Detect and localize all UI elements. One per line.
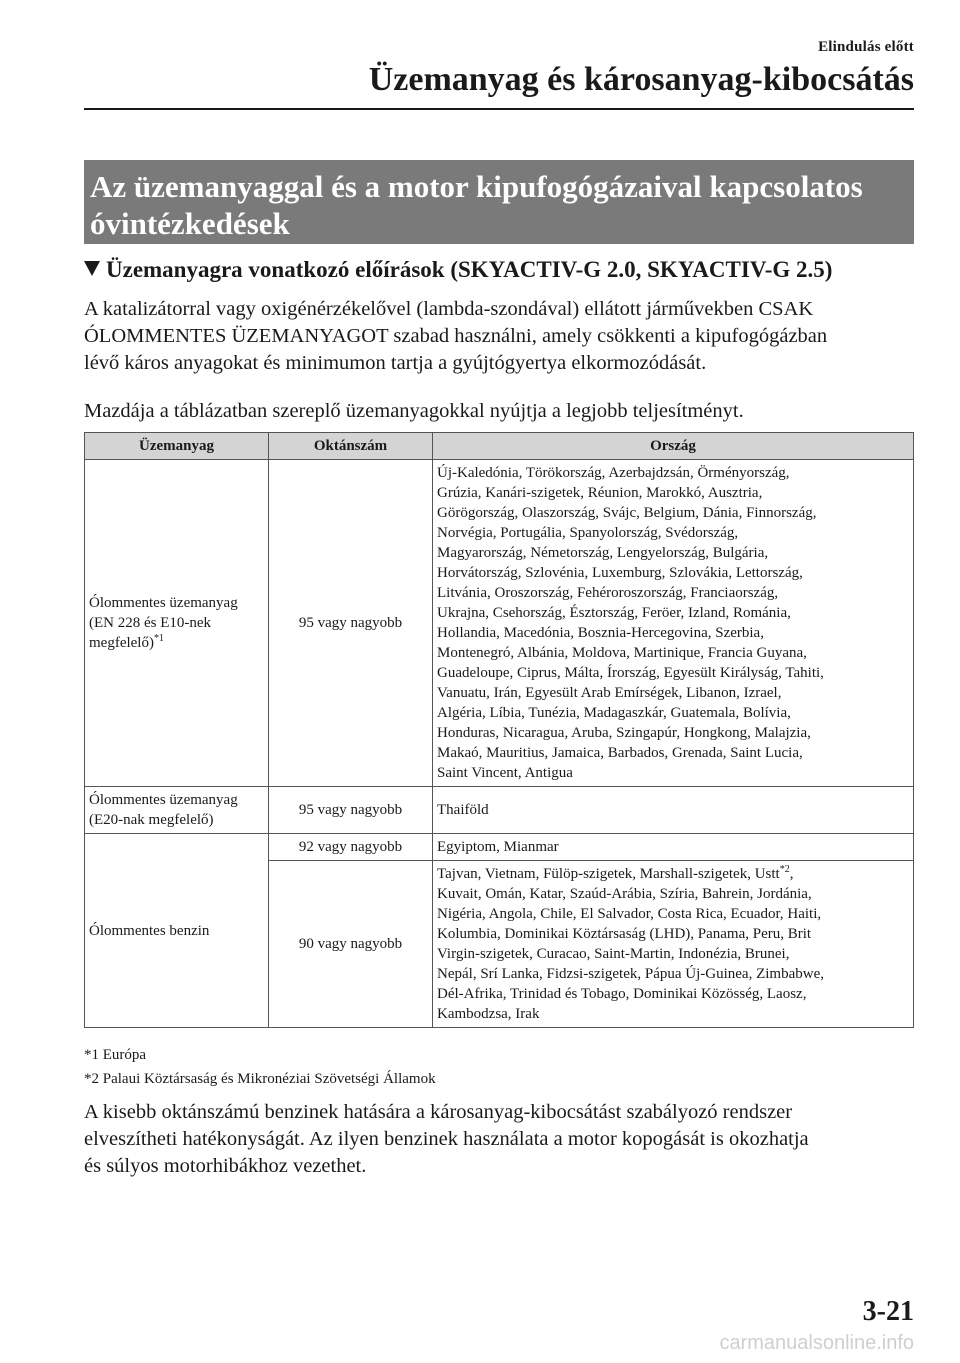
- fuel-cell: [85, 460, 269, 787]
- subheading-text: Üzemanyagra vonatkozó előírások (SKYACTIV-G 2.0, SKYACTIV-G 2.5): [106, 257, 833, 282]
- fuel-line: Ólommentes üzemanyag: [89, 792, 238, 808]
- triangle-down-icon: [84, 261, 100, 276]
- banner-line-2: óvintézkedések: [90, 206, 290, 241]
- intro-line-2: ÓLOMMENTES ÜZEMANYAGOT szabad használni, amely csökkenti a kipufogógázban: [84, 325, 828, 347]
- country-line: Kuvait, Omán, Katar, Szaúd-Arábia, Szíria, Bahrein, Jordánia,: [437, 886, 812, 902]
- chapter-title: Üzemanyag és károsanyag-kibocsátás: [368, 61, 914, 98]
- country-line: Görögország, Olaszország, Svájc, Belgium, Dánia, Finnország,: [437, 505, 817, 521]
- header-octane: Oktánszám: [269, 433, 433, 460]
- warning-line-2: elveszítheti hatékonyságát. Az ilyen benzinek használata a motor kopogását is okozhatja: [84, 1128, 809, 1150]
- warning-line-1: A kisebb oktánszámú benzinek hatására a károsanyag-kibocsátást szabályozó rendszer: [84, 1101, 793, 1123]
- footnote-ref: *2: [779, 864, 790, 875]
- country-line: [437, 864, 909, 884]
- warning-paragraph: [84, 1099, 924, 1180]
- fuel-line: Ólommentes üzemanyag: [89, 595, 238, 611]
- section-banner: [84, 160, 914, 244]
- country-line: Algéria, Líbia, Tunézia, Madagaszkár, Guatemala, Bolívia,: [437, 705, 791, 721]
- country-line: Nigéria, Angola, Chile, El Salvador, Costa Rica, Ecuador, Haiti,: [437, 906, 822, 922]
- warning-line-3: és súlyos motorhibákhoz vezethet.: [84, 1155, 367, 1177]
- country-line: Litvánia, Oroszország, Fehéroroszország, Franciaország,: [437, 585, 779, 601]
- country-line: Virgin-szigetek, Curacao, Saint-Martin, Indonézia, Brunei,: [437, 946, 790, 962]
- intro-line-1: A katalizátorral vagy oxigénérzékelővel (lambda-szondával) ellátott járművekben CSAK: [84, 298, 814, 320]
- table-intro: Mazdája a táblázatban szereplő üzemanyagokkal nyújtja a legjobb teljesítményt.: [84, 400, 744, 422]
- header-country: Ország: [433, 433, 914, 460]
- footnote-2: *2 Palaui Köztársaság és Mikronéziai Szövetségi Államok: [84, 1071, 436, 1087]
- octane-cell: 90 vagy nagyobb: [269, 861, 433, 1028]
- intro-line-3: lévő káros anyagokat és minimumon tartja a gyújtógyertya elkormozódását.: [84, 352, 707, 374]
- country-cell: [433, 460, 914, 787]
- country-line: Kambodzsa, Irak: [437, 1006, 540, 1022]
- fuel-line: [89, 633, 264, 653]
- fuel-cell: Ólommentes benzin: [85, 834, 269, 1028]
- subheading: [84, 256, 832, 284]
- country-line: Dél-Afrika, Trinidad és Tobago, Dominikai Közösség, Laosz,: [437, 986, 807, 1002]
- country-line: Nepál, Srí Lanka, Fidzsi-szigetek, Pápua Új-Guinea, Zimbabwe,: [437, 966, 824, 982]
- table-row: [85, 834, 914, 861]
- country-line: Magyarország, Németország, Lengyelország, Bulgária,: [437, 545, 769, 561]
- country-line-end: ,: [789, 866, 794, 882]
- country-line-text: Tajvan, Vietnam, Fülöp-szigetek, Marshall-szigetek, Ustt: [437, 866, 780, 882]
- fuel-line: (E20-nak megfelelő): [89, 812, 214, 828]
- footnote-1: *1 Európa: [84, 1047, 147, 1063]
- octane-cell: 95 vagy nagyobb: [269, 787, 433, 834]
- section-title: Elindulás előtt: [818, 39, 914, 55]
- table-header-row: [85, 433, 914, 460]
- table-row: [85, 787, 914, 834]
- fuel-line: (EN 228 és E10-nek: [89, 615, 212, 631]
- country-line: Norvégia, Portugália, Spanyolország, Svédország,: [437, 525, 739, 541]
- octane-cell: 92 vagy nagyobb: [269, 834, 433, 861]
- watermark: carmanualsonline.info: [719, 1332, 914, 1354]
- country-line: Ukrajna, Csehország, Észtország, Feröer, Izland, Románia,: [437, 605, 791, 621]
- country-line: Grúzia, Kanári-szigetek, Réunion, Marokkó, Ausztria,: [437, 485, 763, 501]
- banner-line-1: Az üzemanyaggal és a motor kipufogógázaival kapcsolatos: [90, 169, 863, 204]
- country-line: Montenegró, Albánia, Moldova, Martinique, Francia Guyana,: [437, 645, 807, 661]
- country-line: Hollandia, Macedónia, Bosznia-Hercegovina, Szerbia,: [437, 625, 764, 641]
- fuel-table: [84, 432, 914, 1028]
- country-line: Makaó, Mauritius, Jamaica, Barbados, Grenada, Saint Lucia,: [437, 745, 803, 761]
- fuel-cell: [85, 787, 269, 834]
- table-row: [85, 460, 914, 787]
- page-number: 3-21: [862, 1296, 914, 1327]
- country-line: Kolumbia, Dominikai Köztársaság (LHD), Panama, Peru, Brit: [437, 926, 812, 942]
- country-cell: Egyiptom, Mianmar: [433, 834, 914, 861]
- country-cell: [433, 861, 914, 1028]
- country-line: Guadeloupe, Ciprus, Málta, Írország, Egyesült Királyság, Tahiti,: [437, 665, 824, 681]
- country-line: Vanuatu, Irán, Egyesült Arab Emírségek, Libanon, Izrael,: [437, 685, 782, 701]
- header-divider: [84, 108, 914, 110]
- header-fuel: Üzemanyag: [85, 433, 269, 460]
- country-line: Horvátország, Szlovénia, Luxemburg, Szlovákia, Lettország,: [437, 565, 803, 581]
- intro-paragraph: [84, 296, 924, 377]
- country-cell: Thaiföld: [433, 787, 914, 834]
- country-line: Honduras, Nicaragua, Aruba, Szingapúr, Hongkong, Malajzia,: [437, 725, 811, 741]
- fuel-line-text: megfelelő): [89, 635, 154, 651]
- country-line: Saint Vincent, Antigua: [437, 765, 573, 781]
- footnote-ref: *1: [153, 633, 164, 644]
- country-line: Új-Kaledónia, Törökország, Azerbajdzsán, Örményország,: [437, 465, 790, 481]
- octane-cell: 95 vagy nagyobb: [269, 460, 433, 787]
